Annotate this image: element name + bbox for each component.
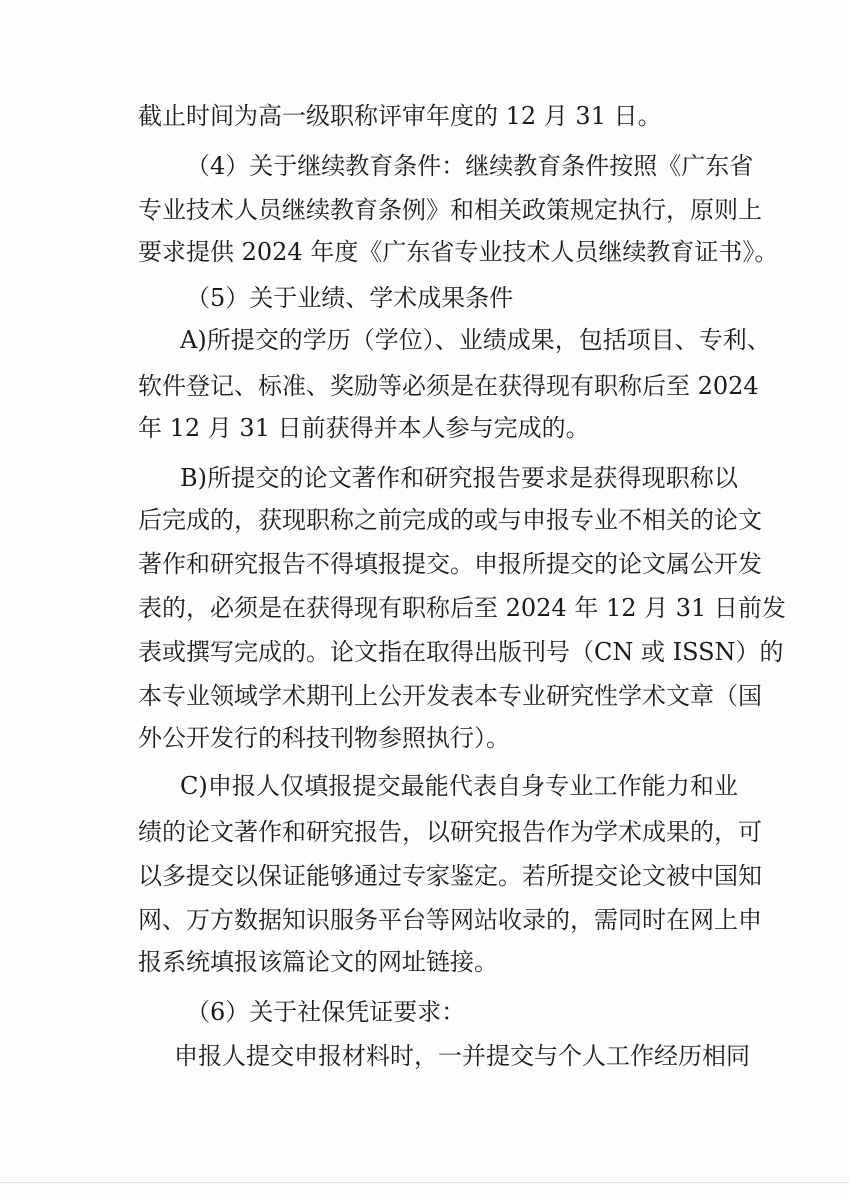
paragraph-line: 绩的论文著作和研究报告，以研究报告作为学术成果的，可: [138, 818, 762, 846]
paragraph-line: （6）关于社保凭证要求：: [186, 998, 466, 1026]
paragraph-line: 表的，必须是在获得现有职称后至 2024 年 12 月 31 日前发: [138, 594, 786, 622]
paragraph-line: 年 12 月 31 日前获得并本人参与完成的。: [138, 414, 590, 442]
paragraph-line: 外公开发行的科技刊物参照执行）。: [138, 724, 510, 752]
paragraph-line: 要求提供 2024 年度《广东省专业技术人员继续教育证书》。: [138, 238, 779, 266]
paragraph-line: C)申报人仅填报提交最能代表自身专业工作能力和业: [180, 772, 738, 800]
paragraph-line: 本专业领域学术期刊上公开发表本专业研究性学术文章（国: [138, 682, 762, 710]
paragraph-line: （5）关于业绩、学术成果条件: [186, 284, 514, 312]
scan-edge-line: [0, 1182, 849, 1183]
paragraph-line: 报系统填报该篇论文的网址链接。: [138, 948, 498, 976]
paragraph-line: 后完成的，获现职称之前完成的或与申报专业不相关的论文: [138, 506, 762, 534]
paragraph-line: A)所提交的学历（学位）、业绩成果，包括项目、专利、: [180, 326, 771, 354]
paragraph-line: 申报人提交申报材料时，一并提交与个人工作经历相同: [174, 1042, 750, 1070]
paragraph-line: 专业技术人员继续教育条例》和相关政策规定执行，原则上: [138, 196, 762, 224]
paragraph-line: （4）关于继续教育条件：继续教育条件按照《广东省: [186, 152, 754, 180]
paragraph-line: 著作和研究报告不得填报提交。申报所提交的论文属公开发: [138, 550, 762, 578]
paragraph-line: 以多提交以保证能够通过专家鉴定。若所提交论文被中国知: [138, 862, 762, 890]
paragraph-line: B)所提交的论文著作和研究报告要求是获得现职称以: [180, 464, 738, 492]
paragraph-line: 截止时间为高一级职称评审年度的 12 月 31 日。: [138, 102, 662, 130]
paragraph-line: 网、万方数据知识服务平台等网站收录的，需同时在网上申: [138, 906, 762, 934]
paragraph-line: 软件登记、标准、奖励等必须是在获得现有职称后至 2024: [138, 372, 759, 400]
paragraph-line: 表或撰写完成的。论文指在取得出版刊号（CN 或 ISSN）的: [138, 638, 784, 666]
